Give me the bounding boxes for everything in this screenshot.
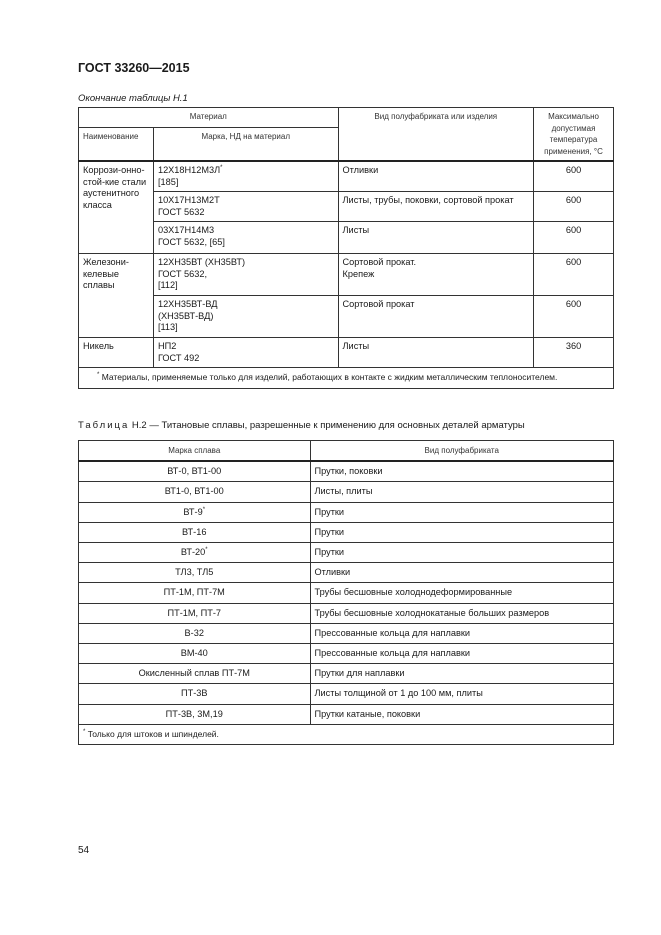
grade-cell: 12ХН35ВТ (ХН35ВТ) ГОСТ 5632, [112] xyxy=(153,254,338,296)
temp-cell: 600 xyxy=(534,161,614,192)
temp-cell: 360 xyxy=(534,338,614,368)
alloy-grade-cell: ВТ1-0, ВТ1-00 xyxy=(79,482,311,502)
semi-product-cell: Прутки, поковки xyxy=(310,461,614,482)
alloy-grade-cell: В-32 xyxy=(79,623,311,643)
grade-cell: 10Х17Н13М2Т ГОСТ 5632 xyxy=(153,192,338,222)
footnote-mark: * xyxy=(202,506,206,513)
footnote-mark: * xyxy=(220,164,223,171)
alloy-grade-cell: ПТ-1М, ПТ-7М xyxy=(79,583,311,603)
table-row xyxy=(79,603,614,623)
table1-footnote: * Материалы, применяемые только для изделий, работающих в контакте с жидким металлическим теплоносителем. xyxy=(79,368,614,389)
grade-cell: НП2 ГОСТ 492 xyxy=(153,338,338,368)
table-row xyxy=(79,623,614,643)
table-row xyxy=(79,482,614,502)
product-cell: Сортовой прокат. Крепеж xyxy=(338,254,534,296)
product-cell: Сортовой прокат xyxy=(338,296,534,338)
semi-product-cell: Прутки xyxy=(310,522,614,542)
grade-cell: 03Х17Н14М3 ГОСТ 5632, [65] xyxy=(153,222,338,254)
grade-cell: 12ХН35ВТ-ВД (ХН35ВТ-ВД) [113] xyxy=(153,296,338,338)
alloy-grade-cell: ПТ-3В xyxy=(79,684,311,704)
alloy-grade-cell: ВМ-40 xyxy=(79,644,311,664)
table2-caption: Таблица Н.2 — Титановые сплавы, разрешенные к применению для основных деталей арматуры xyxy=(78,420,525,431)
semi-product-cell: Прессованные кольца для наплавки xyxy=(310,623,614,643)
header-alloy-grade: Марка сплава xyxy=(79,441,311,462)
table-row xyxy=(79,543,614,563)
group-name: Никель xyxy=(79,338,154,368)
semi-product-cell: Листы, плиты xyxy=(310,482,614,502)
alloy-grade-cell: ВТ-0, ВТ1-00 xyxy=(79,461,311,482)
page-number: 54 xyxy=(78,845,90,856)
table1-caption: Окончание таблицы Н.1 xyxy=(78,93,188,104)
table-row xyxy=(79,664,614,684)
table-row xyxy=(79,502,614,522)
alloy-grade-cell: Окисленный сплав ПТ-7М xyxy=(79,664,311,684)
product-cell: Листы, трубы, поковки, сортовой прокат xyxy=(338,192,534,222)
table-h2 xyxy=(78,440,614,745)
alloy-grade-cell: ВТ-16 xyxy=(79,522,311,542)
temp-cell: 600 xyxy=(534,254,614,296)
semi-product-cell: Трубы бесшовные холоднодеформированные xyxy=(310,583,614,603)
header-name: Наименование xyxy=(79,127,154,161)
temp-cell: 600 xyxy=(534,296,614,338)
table-row xyxy=(79,704,614,724)
product-cell: Листы xyxy=(338,222,534,254)
temp-cell: 600 xyxy=(534,192,614,222)
table2-footnote: * Только для штоков и шпинделей. xyxy=(79,724,614,744)
alloy-grade-cell: ВТ-9* xyxy=(79,502,311,522)
grade-cell: 12Х18Н12М3Л* [185] xyxy=(153,161,338,192)
table-row xyxy=(79,684,614,704)
alloy-grade-cell: ТЛ3, ТЛ5 xyxy=(79,563,311,583)
document-header: ГОСТ 33260—2015 xyxy=(78,61,190,75)
semi-product-cell: Листы толщиной от 1 до 100 мм, плиты xyxy=(310,684,614,704)
header-temp: Максимально допустимая температура применения, °С xyxy=(534,108,614,162)
header-semi-product: Вид полуфабриката xyxy=(310,441,614,462)
header-grade: Марка, НД на материал xyxy=(153,127,338,161)
footnote-mark: * xyxy=(205,546,208,553)
product-cell: Листы xyxy=(338,338,534,368)
semi-product-cell: Прессованные кольца для наплавки xyxy=(310,644,614,664)
temp-cell: 600 xyxy=(534,222,614,254)
header-product: Вид полуфабриката или изделия xyxy=(338,108,534,162)
semi-product-cell: Прутки катаные, поковки xyxy=(310,704,614,724)
table-row xyxy=(79,563,614,583)
table-row xyxy=(79,461,614,482)
semi-product-cell: Прутки xyxy=(310,543,614,563)
table-row xyxy=(79,522,614,542)
alloy-grade-cell: ВТ-20* xyxy=(79,543,311,563)
semi-product-cell: Прутки для наплавки xyxy=(310,664,614,684)
product-cell: Отливки xyxy=(338,161,534,192)
table-row xyxy=(79,644,614,664)
semi-product-cell: Прутки xyxy=(310,502,614,522)
group-name: Коррози-онно-стой-кие стали аустенитного класса xyxy=(79,161,154,254)
semi-product-cell: Трубы бесшовные холоднокатаные больших размеров xyxy=(310,603,614,623)
header-material: Материал xyxy=(79,108,339,128)
group-name: Железони-келевые сплавы xyxy=(79,254,154,338)
table-row xyxy=(79,583,614,603)
alloy-grade-cell: ПТ-3В, 3М,19 xyxy=(79,704,311,724)
semi-product-cell: Отливки xyxy=(310,563,614,583)
table-h1 xyxy=(78,107,614,389)
alloy-grade-cell: ПТ-1М, ПТ-7 xyxy=(79,603,311,623)
